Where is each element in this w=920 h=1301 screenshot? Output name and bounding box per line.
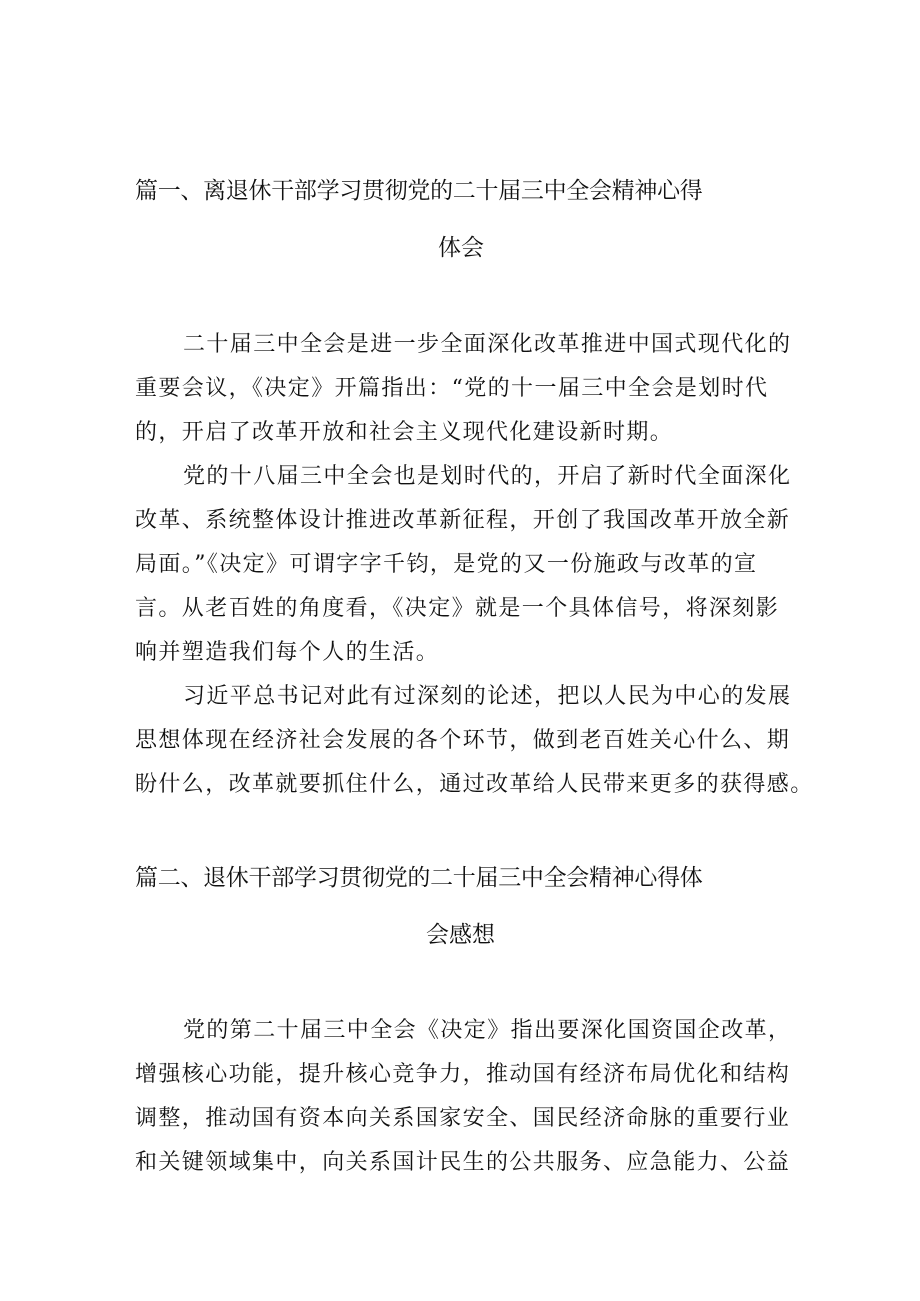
section-2-title-line-2: 会感想 [426,922,495,948]
section-1-title-line-1: 篇一、离退休干部学习贯彻党的二十届三中全会精神心得 [135,178,703,204]
section-1-text-line: 思想体现在经济社会发展的各个环节，做到老百姓关心什么、期 [135,728,791,753]
section-1-text-line: 二十届三中全会是进一步全面深化改革推进中国式现代化的 [183,332,792,357]
section-1-text-line: 局面。”《决定》可谓字字千钧，是党的又一份施政与改革的宣 [135,552,758,577]
section-2-text-line: 调整，推动国有资本向关系国家安全、国民经济命脉的重要行业 [135,1106,791,1131]
section-2-text-line: 和关键领域集中，向关系国计民生的公共服务、应急能力、公益 [135,1150,791,1175]
section-1-text-line: 重要会议，《决定》开篇指出：“党的十一届三中全会是划时代 [135,376,769,401]
section-1-text-line: 言。从老百姓的角度看，《决定》就是一个具体信号，将深刻影 [135,596,780,621]
section-2-text-line: 党的第二十届三中全会《决定》指出要深化国资国企改革， [183,1018,792,1043]
section-1-text-line: 响并塑造我们每个人的生活。 [135,640,440,665]
section-1-text-line: 党的十八届三中全会也是划时代的，开启了新时代全面深化 [183,464,792,489]
section-2-text-line: 增强核心功能，提升核心竞争力，推动国有经济布局优化和结构 [135,1062,791,1087]
section-1-text-line: 习近平总书记对此有过深刻的论述，把以人民为中心的发展 [183,684,792,709]
section-1-text-line: 改革、系统整体设计推进改革新征程，开创了我国改革开放全新 [135,508,791,533]
section-1-text-line: 盼什么，改革就要抓住什么，通过改革给人民带来更多的获得感。 [135,772,814,797]
section-1-text-line: 的，开启了改革开放和社会主义现代化建设新时期。 [135,420,674,445]
section-1-title-line-2: 体会 [438,235,484,261]
section-2-title-line-1: 篇二、退休干部学习贯彻党的二十届三中全会精神心得体 [135,865,703,891]
